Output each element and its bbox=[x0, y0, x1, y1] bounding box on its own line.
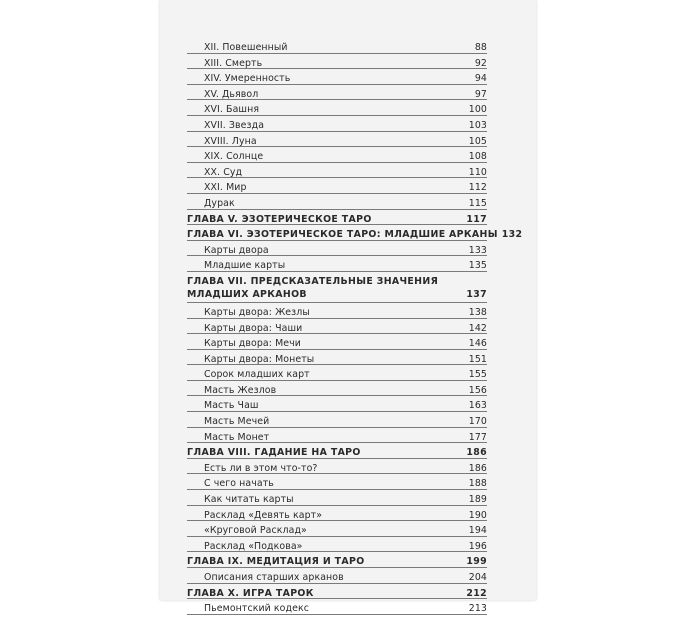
toc-page-number: 112 bbox=[468, 182, 487, 194]
toc-entry-label: Масть Мечей bbox=[204, 416, 270, 428]
toc-entry-label: XII. Повешенный bbox=[204, 42, 288, 53]
toc-entry bbox=[187, 132, 487, 148]
toc-entry-label: XV. Дьявол bbox=[204, 88, 259, 100]
toc-page-number: 105 bbox=[468, 135, 487, 147]
toc-entry-label: XX. Суд bbox=[204, 166, 243, 178]
toc-entry-label: ГЛАВА X. ИГРА ТАРОК bbox=[187, 587, 314, 599]
toc-page-number: 137 bbox=[466, 288, 487, 300]
toc-entry bbox=[187, 459, 487, 475]
toc-page-number: 103 bbox=[468, 119, 487, 131]
toc-entry-label-line2: МЛАДШИХ АРКАНОВ bbox=[187, 288, 307, 300]
toc-entry-label: Карты двора: Монеты bbox=[204, 353, 315, 365]
toc-entry bbox=[187, 85, 487, 101]
toc-entry-label: XVIII. Луна bbox=[204, 135, 257, 147]
toc-entry-label: ГЛАВА VIII. ГАДАНИЕ НА ТАРО bbox=[187, 447, 361, 459]
toc-chapter-entry bbox=[187, 210, 487, 226]
toc-page-number: 133 bbox=[468, 244, 487, 256]
toc-page-number: 117 bbox=[466, 213, 487, 225]
toc-entry bbox=[187, 38, 487, 54]
toc-entry bbox=[187, 194, 487, 210]
toc-entry bbox=[187, 303, 487, 319]
toc-page-number: 186 bbox=[466, 447, 487, 459]
toc-page-number: 213 bbox=[468, 603, 487, 615]
toc-entry-label: XXI. Мир bbox=[204, 182, 247, 194]
toc-entry bbox=[187, 568, 487, 584]
toc-entry bbox=[187, 241, 487, 257]
toc-chapter-entry bbox=[187, 584, 487, 600]
toc-page-number: 151 bbox=[468, 353, 487, 365]
toc-entry-label-line1: ГЛАВА VII. ПРЕДСКАЗАТЕЛЬНЫЕ ЗНАЧЕНИЯ bbox=[187, 275, 439, 287]
toc-page-number: 132 bbox=[501, 229, 523, 241]
toc-entry-label: Сорок младших карт bbox=[204, 369, 310, 381]
toc-entry-label: Младшие карты bbox=[204, 260, 286, 272]
toc-page-number: 188 bbox=[468, 478, 487, 490]
toc-page-number: 138 bbox=[468, 306, 487, 318]
toc-entry bbox=[187, 365, 487, 381]
toc-page-number: 88 bbox=[474, 42, 487, 53]
toc-entry bbox=[187, 506, 487, 522]
toc-chapter-entry bbox=[187, 552, 487, 568]
toc-entry-label: Пьемонтский кодекс bbox=[204, 603, 309, 615]
toc-entry bbox=[187, 412, 487, 428]
toc-page-number: 135 bbox=[468, 260, 487, 272]
toc-entry-label: Дурак bbox=[204, 197, 235, 209]
toc-entry-label: Карты двора bbox=[204, 244, 269, 256]
toc-entry-label: «Круговой Расклад» bbox=[204, 525, 307, 537]
toc-page-number: 146 bbox=[468, 338, 487, 350]
toc-entry bbox=[187, 163, 487, 179]
toc-entry-label: Карты двора: Мечи bbox=[204, 338, 301, 350]
toc-page-number: 196 bbox=[468, 540, 487, 552]
toc-entry-label: С чего начать bbox=[204, 478, 274, 490]
toc-entry-label: XVII. Звезда bbox=[204, 119, 265, 131]
toc-page-number: 155 bbox=[468, 369, 487, 381]
toc-entry-label: ГЛАВА VI. ЭЗОТЕРИЧЕСКОЕ ТАРО: МЛАДШИЕ АРКАНЫ bbox=[187, 229, 498, 241]
toc-page-number: 190 bbox=[468, 509, 487, 521]
toc-entry bbox=[187, 116, 487, 132]
toc-entry-label: XIX. Солнце bbox=[204, 151, 264, 163]
toc-page-number: 204 bbox=[468, 572, 487, 583]
toc-entry-label: ГЛАВА V. ЭЗОТЕРИЧЕСКОЕ ТАРО bbox=[187, 213, 372, 225]
toc-entry-label: XVI. Башня bbox=[204, 104, 260, 116]
toc-entry bbox=[187, 178, 487, 194]
toc-page-number: 100 bbox=[468, 104, 487, 116]
toc-page-number: 170 bbox=[468, 416, 487, 428]
toc-entry bbox=[187, 381, 487, 397]
toc-page-number: 97 bbox=[474, 88, 487, 100]
toc-entry bbox=[187, 490, 487, 506]
toc-entry bbox=[187, 521, 487, 537]
toc-entry bbox=[187, 599, 487, 615]
toc-page-number: 194 bbox=[468, 525, 487, 537]
toc-entry-label: Описания старших арканов bbox=[204, 572, 344, 583]
toc-page-number: 199 bbox=[466, 556, 487, 568]
toc-entry-label: ГЛАВА IX. МЕДИТАЦИЯ И ТАРО bbox=[187, 556, 365, 568]
toc-page-number: 142 bbox=[468, 322, 487, 334]
toc-page-number: 92 bbox=[474, 57, 487, 69]
toc-entry-label: Масть Жезлов bbox=[204, 384, 277, 396]
toc-entry bbox=[187, 147, 487, 163]
toc-page-number: 108 bbox=[468, 151, 487, 163]
toc-page-number: 189 bbox=[468, 494, 487, 506]
toc-entry bbox=[187, 428, 487, 444]
toc-page-number: 110 bbox=[468, 166, 487, 178]
toc-entry-label: Карты двора: Жезлы bbox=[204, 306, 310, 318]
toc-entry bbox=[187, 69, 487, 85]
toc-entry-label: Есть ли в этом что-то? bbox=[204, 462, 318, 474]
toc-page-number: 177 bbox=[468, 431, 487, 443]
toc-entry bbox=[187, 537, 487, 553]
toc-entry bbox=[187, 100, 487, 116]
toc-entry bbox=[187, 319, 487, 335]
toc-entry bbox=[187, 54, 487, 70]
toc-page-number: 186 bbox=[468, 462, 487, 474]
toc-entry-label: Как читать карты bbox=[204, 494, 294, 506]
toc-page-number: 94 bbox=[474, 73, 487, 85]
toc-page-number: 156 bbox=[468, 384, 487, 396]
toc-chapter-entry bbox=[187, 443, 487, 459]
toc-chapter-entry bbox=[187, 272, 487, 303]
toc-entry-label: Расклад «Девять карт» bbox=[204, 509, 323, 521]
toc-entry-label: Масть Чаш bbox=[204, 400, 259, 412]
toc-entry-label: XIII. Смерть bbox=[204, 57, 263, 69]
toc-entry-label: Карты двора: Чаши bbox=[204, 322, 303, 334]
toc-entry bbox=[187, 474, 487, 490]
toc-entry bbox=[187, 396, 487, 412]
table-of-contents bbox=[187, 38, 523, 615]
toc-entry-label: XIV. Умеренность bbox=[204, 73, 291, 85]
toc-entry-label bbox=[187, 274, 462, 302]
toc-page-number: 163 bbox=[468, 400, 487, 412]
toc-entry bbox=[187, 334, 487, 350]
toc-entry-label: Масть Монет bbox=[204, 431, 270, 443]
toc-page-number: 212 bbox=[466, 587, 487, 599]
toc-entry bbox=[187, 256, 487, 272]
toc-chapter-entry bbox=[187, 225, 523, 241]
toc-entry-label: Расклад «Подкова» bbox=[204, 540, 303, 552]
toc-page-number: 115 bbox=[468, 197, 487, 209]
toc-entry bbox=[187, 350, 487, 366]
